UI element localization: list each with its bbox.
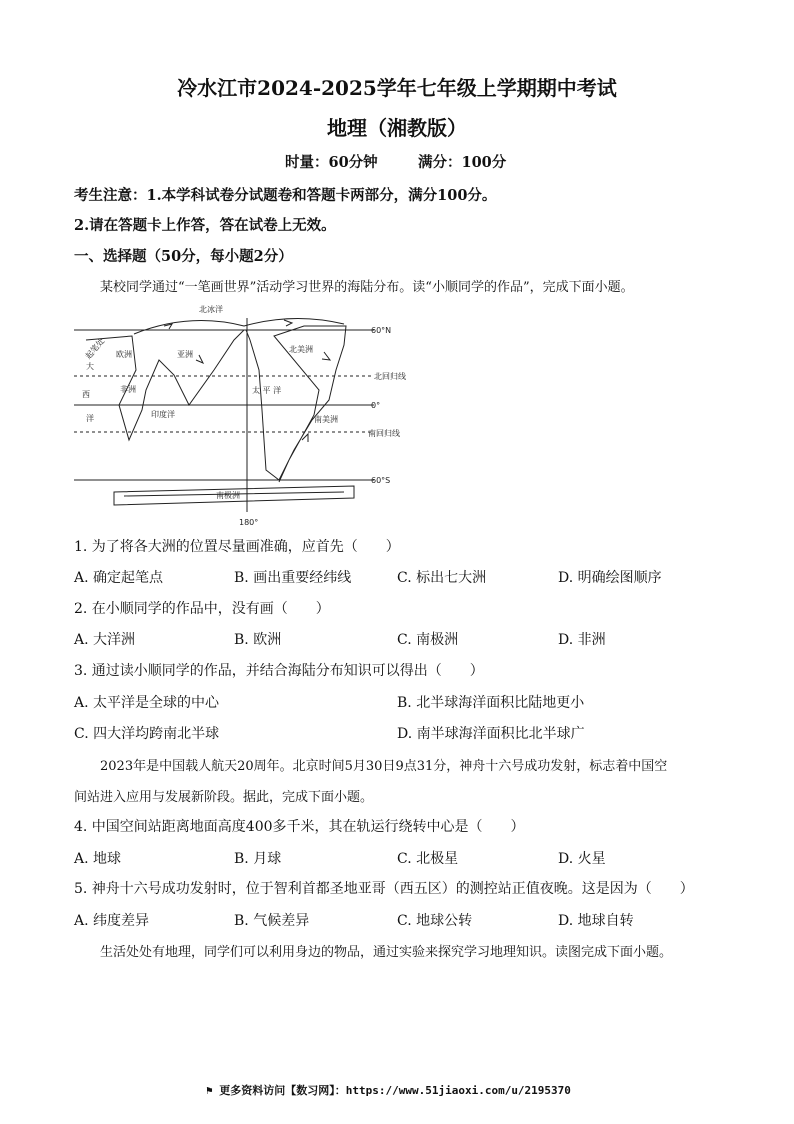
- label-pacific: 太 平 洋: [252, 386, 282, 395]
- arrow-3: [322, 352, 330, 360]
- one-stroke-world-map: [74, 300, 420, 530]
- label-north-america: 北美洲: [289, 345, 313, 354]
- q5-option-d[interactable]: D. 地球自转: [558, 913, 634, 929]
- label-antarctica: 南极洲: [216, 491, 240, 500]
- q2-option-a[interactable]: A. 大洋洲: [74, 632, 136, 648]
- label-180: 180°: [239, 518, 259, 527]
- q4-option-a[interactable]: A. 地球: [74, 851, 122, 867]
- label-europe: 欧洲: [116, 350, 132, 359]
- question-1: 1. 为了将各大洲的位置尽量画准确，应首先（ ）: [74, 539, 400, 555]
- section-title: 一、选择题（50分，每小题2分）: [74, 248, 293, 265]
- flag-icon: ⚑: [206, 1084, 220, 1097]
- q3-option-c[interactable]: C. 四大洋均跨南北半球: [74, 726, 220, 742]
- label-south-america: 南美洲: [314, 415, 338, 424]
- passage-1: 某校同学通过“一笔画世界”活动学习世界的海陆分布。读“小顺同学的作品”，完成下面小题。: [100, 280, 634, 295]
- label-atlantic-3: 洋: [86, 414, 94, 423]
- label-equator: 0°: [371, 401, 381, 410]
- q4-option-b[interactable]: B. 月球: [234, 851, 282, 867]
- exam-time: 时量：60分钟: [285, 154, 378, 171]
- q4-option-c[interactable]: C. 北极星: [397, 851, 459, 867]
- q1-option-d[interactable]: D. 明确绘图顺序: [558, 570, 662, 586]
- label-tropic-cancer: 北回归线: [374, 372, 406, 381]
- label-start: 起笔处: [83, 336, 107, 361]
- label-atlantic-2: 西: [82, 390, 90, 399]
- q3-option-d[interactable]: D. 南半球海洋面积比北半球广: [397, 726, 585, 742]
- label-60n: 60°N: [371, 326, 392, 335]
- footer-link[interactable]: [206, 1082, 571, 1098]
- label-indian-ocean: 印度洋: [151, 410, 175, 419]
- q5-option-b[interactable]: B. 气候差异: [234, 913, 310, 929]
- question-3: 3. 通过读小顺同学的作品，并结合海陆分布知识可以得出（ ）: [74, 663, 484, 679]
- passage-3: 生活处处有地理，同学们可以利用身边的物品，通过实验来探究学习地理知识。读图完成下面小题。: [100, 945, 673, 960]
- q2-option-d[interactable]: D. 非洲: [558, 632, 606, 648]
- notice-line-2: 2.请在答题卡上作答，答在试卷上无效。: [74, 217, 336, 234]
- exam-subtitle: 地理（湘教版）: [327, 116, 467, 140]
- arrow-4: [196, 355, 203, 363]
- notice-line-1: 考生注意：1.本学科试卷分试题卷和答题卡两部分，满分100分。: [74, 187, 497, 204]
- q1-option-b[interactable]: B. 画出重要经纬线: [234, 570, 352, 586]
- label-africa: 非洲: [120, 385, 136, 394]
- question-2: 2. 在小顺同学的作品中，没有画（ ）: [74, 601, 330, 617]
- label-60s: 60°S: [371, 476, 391, 485]
- question-4: 4. 中国空间站距离地面高度400多千米，其在轨运行绕转中心是（ ）: [74, 819, 525, 835]
- exam-title: 冷水江市2024-2025学年七年级上学期期中考试: [177, 76, 617, 100]
- label-tropic-capricorn: 南回归线: [368, 429, 400, 438]
- q5-option-a[interactable]: A. 纬度差异: [74, 913, 150, 929]
- arrow-2: [284, 320, 292, 326]
- q2-option-b[interactable]: B. 欧洲: [234, 632, 282, 648]
- q3-option-a[interactable]: A. 太平洋是全球的中心: [74, 695, 220, 711]
- passage-2-line-2: 间站进入应用与发展新阶段。据此，完成下面小题。: [74, 790, 374, 805]
- footer-text: 更多资料访问【数习网】：https://www.51jiaoxi.com/u/2195370: [219, 1084, 571, 1097]
- label-atlantic-1: 大: [86, 362, 94, 371]
- q1-option-c[interactable]: C. 标出七大洲: [397, 570, 487, 586]
- label-arctic: 北冰洋: [199, 305, 223, 314]
- q5-option-c[interactable]: C. 地球公转: [397, 913, 473, 929]
- q1-option-a[interactable]: A. 确定起笔点: [74, 570, 164, 586]
- q4-option-d[interactable]: D. 火星: [558, 851, 606, 867]
- passage-2-line-1: 2023年是中国载人航天20周年。北京时间5月30日9点31分，神舟十六号成功发射，标志着中国空: [100, 759, 668, 774]
- q3-option-b[interactable]: B. 北半球海洋面积比陆地更小: [397, 695, 585, 711]
- question-5: 5. 神舟十六号成功发射时，位于智利首都圣地亚哥（西五区）的测控站正值夜晚。这是因为（ ）: [74, 881, 694, 897]
- exam-score: 满分：100分: [418, 154, 507, 171]
- label-asia: 亚洲: [177, 350, 193, 359]
- q2-option-c[interactable]: C. 南极洲: [397, 632, 459, 648]
